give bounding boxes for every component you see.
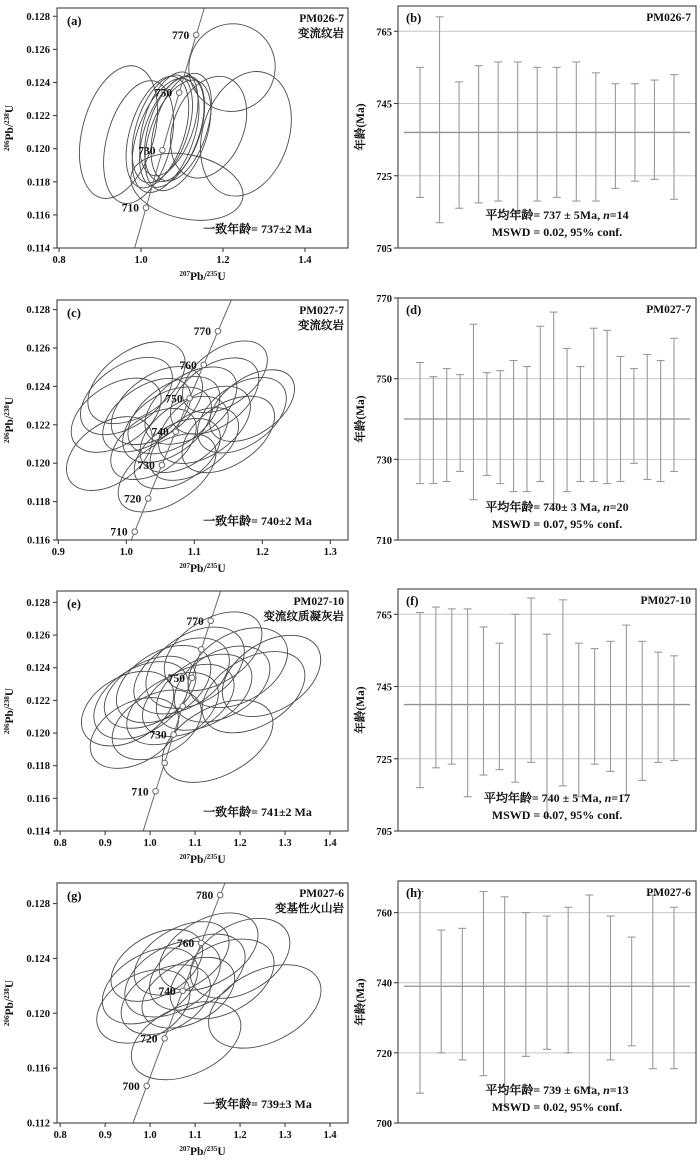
svg-text:710: 710 [110,526,128,539]
svg-text:1.3: 1.3 [323,546,337,558]
svg-text:750: 750 [154,87,173,100]
svg-text:730: 730 [138,145,156,158]
svg-text:1.1: 1.1 [187,546,201,558]
panel-g [0,875,350,1166]
svg-text:720: 720 [376,1048,392,1060]
svg-text:(e): (e) [67,597,81,611]
svg-text:206Pb/238U: $^{206}$Pb/$^{238}$U [3,687,16,735]
svg-text:0.116: 0.116 [26,210,50,222]
svg-text:720: 720 [123,492,142,505]
svg-text:0.126: 0.126 [26,44,50,56]
svg-text:年龄(Ma): 年龄(Ma) [355,977,367,1026]
svg-text:PM027-7: PM027-7 [646,303,691,316]
figure-row-1 [0,0,700,292]
svg-text:745: 745 [376,99,392,111]
svg-text:1.2: 1.2 [233,838,247,849]
svg-text:720: 720 [140,1032,158,1045]
svg-text:一致年龄= 741±2 Ma: 一致年龄= 741±2 Ma [203,805,312,819]
svg-text:0.8: 0.8 [53,838,67,849]
svg-text:0.124: 0.124 [26,663,50,675]
svg-text:年龄(Ma): 年龄(Ma) [355,103,367,151]
panel-h [350,875,700,1166]
svg-text:(b): (b) [406,11,422,25]
svg-text:0.126: 0.126 [26,343,50,354]
svg-text:207Pb/235U: $^{207}$Pb/$^{235}$U [179,853,226,866]
svg-text:平均年龄= 740 ± 5 Ma, n=17: 平均年龄= 740 ± 5 Ma, n=17 [483,791,631,805]
svg-text:1.0: 1.0 [143,838,157,849]
svg-text:平均年龄= 737 ± 5Ma, n=14: 平均年龄= 737 ± 5Ma, n=14 [485,208,629,222]
svg-text:0.9: 0.9 [98,838,112,849]
svg-text:一致年龄= 737±2 Ma: 一致年龄= 737±2 Ma [203,222,312,236]
svg-text:770: 770 [193,325,211,338]
svg-text:0.118: 0.118 [26,761,50,773]
svg-text:0.128: 0.128 [26,304,50,316]
concordia-chart-g [0,875,350,1166]
svg-text:MSWD = 0.02, 95% conf.: MSWD = 0.02, 95% conf. [491,1099,623,1114]
svg-text:700: 700 [122,1080,140,1093]
svg-text:206Pb/238U: $^{206}$Pb/$^{238}$U [3,104,16,152]
svg-text:PM026-7: PM026-7 [646,12,691,24]
svg-text:725: 725 [376,171,392,183]
svg-text:710: 710 [131,786,149,799]
svg-text:一致年龄= 740±2 Ma: 一致年龄= 740±2 Ma [203,513,312,528]
svg-text:0.9: 0.9 [98,1129,112,1141]
svg-text:0.124: 0.124 [26,953,50,965]
svg-text:变流纹岩: 变流纹岩 [298,28,344,40]
svg-text:1.1: 1.1 [188,838,202,849]
weighted-mean-chart-f [350,583,700,874]
svg-text:PM027-6: PM027-6 [646,886,691,899]
svg-text:PM027-6: PM027-6 [299,887,344,900]
svg-text:745: 745 [376,682,392,694]
svg-text:MSWD = 0.07, 95% conf.: MSWD = 0.07, 95% conf. [491,808,623,822]
svg-text:765: 765 [376,610,392,622]
svg-text:平均年龄= 740± 3 Ma, n=20: 平均年龄= 740± 3 Ma, n=20 [485,499,629,514]
svg-text:740: 740 [158,985,176,998]
svg-text:PM027-10: PM027-10 [640,595,691,607]
svg-text:207Pb/235U: $^{207}$Pb/$^{235}$U [179,270,226,283]
weighted-mean-chart-d [350,292,700,583]
panel-b [350,0,700,292]
svg-text:年龄(Ma): 年龄(Ma) [355,686,367,734]
svg-text:206Pb/238U: $^{206}$Pb/$^{238}$U [3,396,16,443]
svg-text:(g): (g) [67,888,82,903]
svg-text:780: 780 [195,889,214,902]
svg-text:0.128: 0.128 [26,898,50,910]
figure-row-2 [0,292,700,584]
svg-text:0.120: 0.120 [26,144,50,156]
svg-text:0.118: 0.118 [26,496,50,508]
svg-text:1.0: 1.0 [119,546,133,558]
svg-text:0.120: 0.120 [26,728,50,740]
svg-text:0.122: 0.122 [26,111,50,123]
svg-text:740: 740 [376,978,392,990]
panel-c [0,292,350,584]
panel-d [350,292,700,584]
svg-text:770: 770 [171,29,190,42]
svg-text:760: 760 [376,908,392,920]
figure-row-4 [0,875,700,1166]
svg-text:705: 705 [376,244,392,255]
svg-text:(a): (a) [67,14,82,28]
svg-text:MSWD = 0.07, 95% conf.: MSWD = 0.07, 95% conf. [491,516,623,531]
svg-text:MSWD = 0.02, 95% conf.: MSWD = 0.02, 95% conf. [491,225,623,239]
svg-text:0.114: 0.114 [26,243,50,255]
svg-text:730: 730 [149,729,167,742]
svg-text:770: 770 [376,293,392,305]
svg-text:一致年龄= 739±3 Ma: 一致年龄= 739±3 Ma [203,1096,312,1111]
svg-text:PM026-7: PM026-7 [299,13,344,25]
svg-text:1.0: 1.0 [134,255,148,266]
svg-text:(f): (f) [406,594,419,608]
svg-text:0.116: 0.116 [26,535,50,546]
svg-text:0.116: 0.116 [26,1063,50,1075]
svg-text:710: 710 [376,535,392,547]
svg-text:0.124: 0.124 [26,77,50,89]
svg-text:730: 730 [137,459,155,472]
svg-text:(c): (c) [67,305,81,320]
svg-text:0.122: 0.122 [26,419,50,431]
svg-text:700: 700 [376,1118,392,1130]
svg-text:750: 750 [165,392,183,405]
svg-text:710: 710 [121,202,140,215]
panel-a [0,0,350,292]
svg-text:0.120: 0.120 [26,1008,50,1020]
svg-text:206Pb/238U: $^{206}$Pb/$^{238}$U [3,979,16,1026]
svg-text:1.4: 1.4 [323,1129,337,1141]
svg-text:0.116: 0.116 [26,793,50,805]
svg-text:1.3: 1.3 [278,838,292,849]
svg-text:740: 740 [151,426,169,439]
svg-text:750: 750 [167,672,185,685]
svg-text:0.9: 0.9 [51,546,65,558]
panel-f [350,583,700,875]
panel-e [0,583,350,875]
svg-text:1.0: 1.0 [143,1129,157,1141]
svg-text:765: 765 [376,27,392,39]
svg-text:1.2: 1.2 [255,546,269,558]
svg-text:0.120: 0.120 [26,458,50,470]
concordia-chart-a [0,0,350,291]
svg-text:1.4: 1.4 [298,255,312,266]
svg-text:1.3: 1.3 [278,1129,292,1141]
svg-text:1.2: 1.2 [233,1129,247,1141]
svg-text:760: 760 [179,359,197,372]
svg-text:0.114: 0.114 [26,826,50,838]
concordia-chart-c [0,292,350,583]
svg-text:0.126: 0.126 [26,630,50,642]
svg-text:年龄(Ma): 年龄(Ma) [355,394,367,443]
svg-text:760: 760 [177,937,195,950]
svg-text:1.4: 1.4 [323,838,337,849]
svg-text:0.128: 0.128 [26,597,50,609]
svg-text:207Pb/235U: $^{207}$Pb/$^{235}$U [179,1144,226,1158]
svg-text:0.118: 0.118 [26,177,50,189]
svg-text:0.128: 0.128 [26,11,50,23]
svg-text:0.8: 0.8 [53,1129,67,1141]
svg-text:0.122: 0.122 [26,695,50,707]
svg-text:0.8: 0.8 [52,255,66,266]
concordia-chart-e [0,583,350,874]
svg-text:PM027-7: PM027-7 [299,304,344,317]
svg-text:(h): (h) [406,885,422,900]
svg-text:1.2: 1.2 [216,255,230,266]
svg-text:750: 750 [376,374,392,386]
svg-text:(d): (d) [406,302,422,317]
weighted-mean-chart-b [350,0,700,291]
svg-text:变基性火山岩: 变基性火山岩 [275,902,344,915]
weighted-mean-chart-h [350,875,700,1166]
svg-text:PM027-10: PM027-10 [293,596,344,608]
svg-text:1.1: 1.1 [188,1129,202,1141]
svg-text:207Pb/235U: $^{207}$Pb/$^{235}$U [179,561,226,575]
svg-text:725: 725 [376,754,392,766]
svg-text:平均年龄= 739 ± 6Ma, n=13: 平均年龄= 739 ± 6Ma, n=13 [485,1082,629,1097]
svg-text:变流纹岩: 变流纹岩 [298,319,344,332]
svg-text:0.112: 0.112 [26,1118,50,1129]
svg-text:730: 730 [376,454,392,466]
figure-row-3 [0,583,700,875]
svg-text:变流纹质凝灰岩: 变流纹质凝灰岩 [263,611,344,623]
svg-text:705: 705 [376,827,392,838]
svg-text:0.124: 0.124 [26,381,50,393]
svg-text:770: 770 [186,615,204,628]
